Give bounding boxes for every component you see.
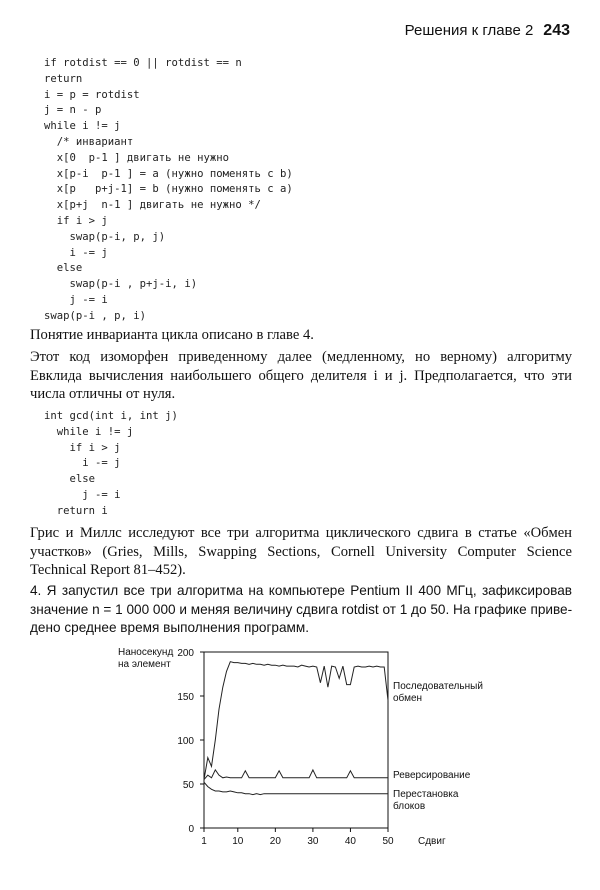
code-line: return xyxy=(44,72,83,85)
code-line: swap(p-i, p, j) xyxy=(44,230,166,243)
text-line: Грис и Миллс исследуют все три алгоритма циклического сдвига в статье «Обмен xyxy=(30,525,572,541)
series-line xyxy=(204,782,388,794)
text-line: Этот код изоморфен приведенному далее (медленному, но верному) алгоритму xyxy=(30,349,572,365)
code-line: /* инвариант xyxy=(44,135,134,148)
code-line: if rotdist == 0 || rotdist == n xyxy=(44,57,242,69)
code-line: x[p p+j-1] = b (нужно поменять с a) xyxy=(44,183,293,196)
code-block-gcd xyxy=(44,409,178,520)
text-line: значение n = 1 000 000 и меняя величину сдвига rotdist от 1 до 50. На графике приве- xyxy=(30,601,573,617)
code-line: else xyxy=(44,473,96,486)
code-line: i -= j xyxy=(44,457,121,470)
series-label: Реверсирование xyxy=(393,770,471,781)
series-label: обмен xyxy=(393,693,423,704)
series-label: блоков xyxy=(393,801,426,812)
paragraph-experiment xyxy=(30,582,572,638)
text-line: Евклида вычисления наибольшего общего делителя i и j. Предполагается, что эти xyxy=(30,367,572,384)
text-line: числа отличны от нуля. xyxy=(30,386,176,402)
code-block-rotation xyxy=(44,56,293,325)
plot-frame xyxy=(204,652,388,828)
rotation-timing-chart xyxy=(0,640,600,880)
series-label: Последовательный xyxy=(393,681,483,692)
code-line: else xyxy=(44,262,83,275)
code-line: return i xyxy=(44,504,108,517)
text-line: 4. Я запустил все три алгоритма на компьютере Pentium II 400 МГц, зафиксировав xyxy=(30,583,572,598)
code-line: while i != j xyxy=(44,120,121,133)
x-tick-label: 30 xyxy=(307,836,319,847)
code-line: j = n - p xyxy=(44,104,102,117)
paragraph-euclid xyxy=(30,348,572,404)
series-line xyxy=(204,662,388,780)
x-tick-label: 20 xyxy=(269,836,281,847)
code-line: x[p-i p-1 ] = a (нужно поменять с b) xyxy=(44,167,293,180)
code-line: j -= i xyxy=(44,293,108,306)
code-line: if i > j xyxy=(44,441,121,454)
text-line: Понятие инварианта цикла описано в главе 4. xyxy=(30,327,314,343)
x-axis-label: Сдвиг xyxy=(418,836,446,847)
code-line: while i != j xyxy=(44,425,134,438)
series-line xyxy=(204,770,388,780)
x-tick-label: 10 xyxy=(232,836,244,847)
y-tick-label: 150 xyxy=(177,692,194,703)
paragraph-invariant-note xyxy=(30,326,572,345)
y-tick-label: 100 xyxy=(177,736,194,747)
series-label: Перестановка xyxy=(393,789,459,800)
code-line: x[0 p-1 ] двигать не нужно xyxy=(44,151,229,164)
code-line: int gcd(int i, int j) xyxy=(44,410,178,422)
y-tick-label: 200 xyxy=(177,648,194,659)
y-axis-label: Наносекунд xyxy=(118,647,174,658)
text-line: участков» (Gries, Mills, Swapping Sections, Cornell University Computer Science xyxy=(30,543,572,560)
x-tick-label: 50 xyxy=(382,836,394,847)
code-line: x[p+j n-1 ] двигать не нужно */ xyxy=(44,199,261,212)
text-line: дено среднее время выполнения программ. xyxy=(30,620,309,635)
code-line: swap(p-i , p+j-i, i) xyxy=(44,278,198,291)
code-line: swap(p-i , p, i) xyxy=(44,309,147,322)
y-tick-label: 0 xyxy=(188,824,194,835)
page-number: 243 xyxy=(543,22,570,39)
running-title: Решения к главе 2 xyxy=(404,22,534,39)
paragraph-gries-mills xyxy=(30,524,572,580)
x-tick-label: 1 xyxy=(201,836,207,847)
code-line: if i > j xyxy=(44,214,108,227)
y-tick-label: 50 xyxy=(182,780,194,791)
code-line: j -= i xyxy=(44,488,121,501)
code-line: i -= j xyxy=(44,246,108,259)
x-tick-label: 40 xyxy=(344,836,357,847)
text-line: Technical Report 81–452). xyxy=(30,562,186,578)
code-line: i = p = rotdist xyxy=(44,88,140,101)
y-axis-label: на элемент xyxy=(118,659,171,670)
page-header xyxy=(405,22,570,40)
